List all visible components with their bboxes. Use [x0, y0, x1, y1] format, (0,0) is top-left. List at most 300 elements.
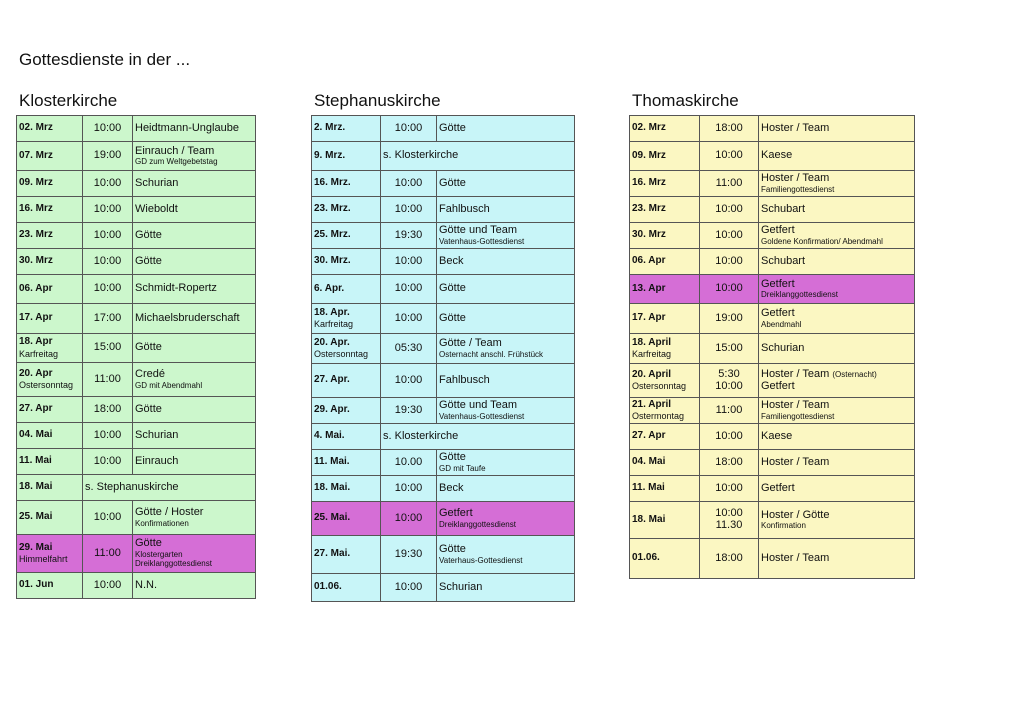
- pastor-name: Götte: [135, 537, 162, 550]
- service-date: 18. Apr: [19, 336, 53, 348]
- date-cell: [312, 574, 381, 602]
- time-cell: [83, 334, 133, 363]
- table-row: [312, 197, 575, 223]
- service-time: 15:00: [93, 341, 122, 354]
- service-time: 17:00: [93, 311, 122, 324]
- day-name: Ostersonntag: [19, 380, 74, 391]
- table-row: [630, 304, 915, 334]
- time-cell: [381, 116, 437, 142]
- service-date: 30. Mrz: [19, 255, 53, 267]
- pastor-name: Schurian: [439, 580, 483, 593]
- service-date: 02. Mrz: [632, 122, 666, 134]
- time-cell: [700, 364, 759, 398]
- time-cell: [83, 249, 133, 275]
- service-date: 4. Mai.: [314, 430, 345, 442]
- pastor-name: Fahlbusch: [439, 373, 490, 386]
- day-name: Ostersonntag: [314, 349, 369, 360]
- pastor-name: Getfert: [761, 481, 795, 494]
- table-row: [312, 536, 575, 574]
- pastor-cell: [133, 397, 256, 423]
- pastor-name: Hoster / Team: [761, 455, 830, 468]
- table-row: [17, 249, 256, 275]
- table-row: [17, 423, 256, 449]
- pastor-cell: [133, 171, 256, 197]
- pastor-cell: [133, 142, 256, 171]
- table-row: [17, 573, 256, 599]
- service-date: 25. Mai: [19, 511, 53, 523]
- pastor-name: Credé: [135, 368, 165, 381]
- time-cell: [700, 197, 759, 223]
- table-row: [312, 171, 575, 197]
- date-cell: [312, 334, 381, 364]
- time-cell: [700, 116, 759, 142]
- pastor-cell: [759, 539, 915, 579]
- time-cell: [700, 424, 759, 450]
- service-date: 06. Apr: [632, 255, 666, 267]
- pastor-name: Heidtmann-Unglaube: [135, 121, 239, 134]
- date-cell: [312, 249, 381, 275]
- service-date: 20. Apr.: [314, 336, 350, 348]
- service-date: 17. Apr: [632, 312, 666, 324]
- pastor-name: Götte: [135, 341, 162, 354]
- service-time: 19:30: [394, 547, 423, 560]
- service-time: 10:00: [93, 121, 122, 134]
- table-row: [630, 502, 915, 539]
- pastor-cell: [759, 171, 915, 197]
- service-time: 10:00: [394, 121, 423, 134]
- pastor-name: Hoster / Team: [761, 551, 830, 564]
- service-time: 10:00: [715, 379, 743, 392]
- table-row: [312, 249, 575, 275]
- time-cell: [83, 142, 133, 171]
- date-cell: [17, 423, 83, 449]
- service-time: 10:00: [715, 481, 743, 494]
- pastor-name: Einrauch: [135, 454, 179, 467]
- pastor-cell: [133, 449, 256, 475]
- pastor-cell: [759, 197, 915, 223]
- table-row: [312, 450, 575, 476]
- service-time: 10.00: [394, 455, 423, 468]
- service-date: 01.06.: [314, 581, 342, 593]
- date-cell: [312, 364, 381, 398]
- service-note: Vatenhaus-Gottesdienst: [439, 236, 525, 246]
- pastor-name: Götte / Team: [439, 337, 502, 350]
- time-cell: [83, 397, 133, 423]
- service-date: 13. Apr: [632, 282, 666, 294]
- table-row: [312, 574, 575, 602]
- table-row: [312, 424, 575, 450]
- service-time: 10:00: [394, 580, 423, 593]
- pastor-name: Getfert: [761, 224, 795, 237]
- date-cell: [312, 171, 381, 197]
- pastor-name: Schmidt-Ropertz: [135, 282, 217, 295]
- klosterkirche-table: [16, 115, 256, 599]
- pastor-cell: [437, 197, 575, 223]
- service-time: 10:00: [394, 481, 423, 494]
- service-time: 10:00: [394, 254, 423, 267]
- service-time: 10:00: [93, 510, 122, 523]
- service-time: 10:00: [715, 254, 743, 267]
- time-cell: [700, 304, 759, 334]
- pastor-name: Götte: [439, 451, 466, 464]
- service-time: 10:00: [93, 578, 122, 591]
- day-name: Himmelfahrt: [19, 554, 68, 565]
- pastor-cell: [759, 249, 915, 275]
- date-cell: [630, 116, 700, 142]
- service-note: Familiengottesdienst: [761, 184, 835, 194]
- service-time: 10:00: [93, 228, 122, 241]
- service-date: 11. Mai: [632, 482, 665, 494]
- date-cell: [312, 275, 381, 304]
- table-row: [630, 364, 915, 398]
- service-date: 11. Mai: [19, 455, 52, 467]
- service-date: 25. Mai.: [314, 512, 351, 524]
- time-cell: [381, 223, 437, 249]
- table-row: [630, 142, 915, 171]
- day-name: Ostersonntag: [632, 381, 687, 392]
- time-cell: [83, 501, 133, 535]
- pastor-cell: [437, 536, 575, 574]
- service-date: 20. April: [632, 368, 672, 380]
- service-time: 11:00: [715, 176, 743, 189]
- pastor-name: Götte: [135, 228, 162, 241]
- time-cell: [381, 275, 437, 304]
- service-date: 18. April: [632, 336, 672, 348]
- day-name: Karfreitag: [632, 349, 672, 360]
- time-cell: [381, 364, 437, 398]
- table-row: [17, 171, 256, 197]
- time-cell: [83, 573, 133, 599]
- service-time: 18:00: [715, 551, 743, 564]
- time-cell: [700, 450, 759, 476]
- service-date: 23. Mrz: [19, 229, 53, 241]
- pastor-name: Getfert: [439, 507, 473, 520]
- service-date: 29. Apr.: [314, 404, 350, 416]
- table-row: [630, 116, 915, 142]
- pastor-cell: [437, 275, 575, 304]
- date-cell: [17, 304, 83, 334]
- time-cell: [381, 450, 437, 476]
- table-row: [630, 476, 915, 502]
- note-span-cell: s. Klosterkirche: [381, 424, 575, 450]
- pastor-cell: [133, 275, 256, 304]
- pastor-cell: [437, 223, 575, 249]
- pastor-name: Hoster / Team: [761, 399, 830, 412]
- service-date: 29. Mai: [19, 541, 53, 553]
- date-cell: [17, 397, 83, 423]
- time-cell: [700, 539, 759, 579]
- table-row: [312, 275, 575, 304]
- date-cell: [312, 223, 381, 249]
- pastor-name: Götte / Hoster: [135, 506, 204, 519]
- pastor-name: Götte: [439, 176, 466, 189]
- note-span-cell: s. Klosterkirche: [381, 142, 575, 171]
- date-cell: [17, 116, 83, 142]
- date-cell: [630, 142, 700, 171]
- service-note: GD mit Abendmahl: [135, 380, 203, 390]
- time-cell: [381, 304, 437, 334]
- pastor-name: Getfert: [761, 307, 795, 320]
- date-cell: [17, 249, 83, 275]
- service-note: Vaterhaus-Gottesdienst: [439, 555, 523, 565]
- time-cell: [381, 536, 437, 574]
- service-time: 15:00: [715, 341, 743, 354]
- pastor-cell: [759, 502, 915, 539]
- table-row: [17, 449, 256, 475]
- service-date: 2. Mrz.: [314, 122, 346, 134]
- service-date: 16. Mrz.: [314, 177, 351, 189]
- pastor-cell: [437, 249, 575, 275]
- pastor-cell: [133, 304, 256, 334]
- table-row: [312, 502, 575, 536]
- service-date: 04. Mai: [632, 456, 666, 468]
- pastor-name: Fahlbusch: [439, 202, 490, 215]
- service-time: 10:00: [715, 429, 743, 442]
- time-cell: [700, 223, 759, 249]
- service-time: 10:00: [394, 202, 423, 215]
- pastor-cell: [759, 116, 915, 142]
- service-note: Vatenhaus-Gottesdienst: [439, 411, 525, 421]
- table-row: [17, 501, 256, 535]
- pastor-name: Götte: [135, 254, 162, 267]
- service-date: 30. Mrz: [632, 229, 666, 241]
- pastor-name: Götte: [439, 311, 466, 324]
- pastor-cell: [759, 304, 915, 334]
- date-cell: [630, 197, 700, 223]
- pastor-name: Wieboldt: [135, 202, 178, 215]
- service-note: GD mit Taufe: [439, 463, 486, 473]
- page-title: Gottesdienste in der ...: [19, 50, 191, 69]
- service-time: 19:00: [93, 149, 122, 162]
- pastor-name: Götte: [439, 543, 466, 556]
- time-cell: [700, 398, 759, 424]
- table-row: [17, 197, 256, 223]
- pastor-cell: [133, 535, 256, 573]
- time-cell: [83, 223, 133, 249]
- service-date: 04. Mai: [19, 429, 53, 441]
- service-date: 20. Apr: [19, 367, 53, 379]
- pastor-name: Hoster / Team: [761, 121, 830, 134]
- service-time: 10:00: [93, 282, 122, 295]
- pastor-cell: [437, 574, 575, 602]
- pastor-cell: [437, 334, 575, 364]
- service-date: 02. Mrz: [19, 122, 53, 134]
- pastor-cell: [759, 398, 915, 424]
- klosterkirche-heading: Klosterkirche: [19, 91, 118, 110]
- table-row: [312, 476, 575, 502]
- service-date: 09. Mrz: [632, 149, 666, 161]
- service-time: 10:00: [394, 373, 423, 386]
- date-cell: [17, 535, 83, 573]
- service-date: 27. Apr: [632, 430, 666, 442]
- pastor-name: Getfert: [761, 379, 795, 392]
- pastor-name: Beck: [439, 481, 464, 494]
- service-date: 01. Jun: [19, 579, 54, 591]
- time-cell: [700, 249, 759, 275]
- time-cell: [381, 197, 437, 223]
- service-note: Abendmahl: [761, 319, 802, 329]
- pastor-name: Kaese: [761, 429, 793, 442]
- pastor-cell: [437, 116, 575, 142]
- pastor-cell: [437, 304, 575, 334]
- date-cell: [17, 171, 83, 197]
- table-row: [17, 334, 256, 363]
- date-cell: [312, 304, 381, 334]
- table-row: [17, 397, 256, 423]
- date-cell: [17, 449, 83, 475]
- service-date: 9. Mrz.: [314, 149, 346, 161]
- table-row: [630, 424, 915, 450]
- pastor-name: Hoster / Team: [761, 172, 830, 185]
- service-date: 27. Apr.: [314, 374, 350, 386]
- service-time: 10:00: [394, 511, 423, 524]
- pastor-cell: [133, 334, 256, 363]
- date-cell: [312, 116, 381, 142]
- time-cell: [83, 304, 133, 334]
- table-row: [312, 334, 575, 364]
- service-time: 10:00: [715, 202, 743, 215]
- pastor-name: Einrauch / Team: [135, 144, 215, 157]
- service-note: Goldene Konfirmation/ Abendmahl: [761, 236, 883, 246]
- table-row: [17, 116, 256, 142]
- note-span-cell: s. Stephanuskirche: [83, 475, 256, 501]
- pastor-name: Götte und Team: [439, 399, 518, 412]
- service-time: 10:00: [394, 176, 423, 189]
- table-row: [630, 171, 915, 197]
- service-date: 07. Mrz: [19, 149, 53, 161]
- service-time: 10:00: [715, 228, 743, 241]
- date-cell: [17, 363, 83, 397]
- pastor-name: N.N.: [135, 578, 157, 591]
- date-cell: [17, 275, 83, 304]
- service-time: 05:30: [394, 341, 423, 354]
- time-cell: [83, 449, 133, 475]
- service-time: 5:30: [718, 367, 740, 380]
- time-cell: [700, 142, 759, 171]
- table-row: [312, 364, 575, 398]
- time-cell: [700, 171, 759, 197]
- pastor-note: (Osternacht): [832, 369, 877, 379]
- service-date: 17. Apr: [19, 312, 53, 324]
- date-cell: [630, 249, 700, 275]
- pastor-cell: [437, 171, 575, 197]
- time-cell: [381, 249, 437, 275]
- service-date: 01.06.: [632, 552, 660, 564]
- pastor-name: Schurian: [135, 176, 179, 189]
- date-cell: [312, 197, 381, 223]
- date-cell: [630, 334, 700, 364]
- time-cell: [381, 334, 437, 364]
- pastor-cell: [759, 476, 915, 502]
- service-date: 21. April: [632, 398, 672, 410]
- date-cell: [630, 450, 700, 476]
- time-cell: [700, 275, 759, 304]
- thomaskirche-table: [629, 115, 915, 579]
- pastor-name: Schubart: [761, 254, 806, 267]
- pastor-cell: [133, 223, 256, 249]
- service-note: Familiengottesdienst: [761, 411, 835, 421]
- date-cell: [630, 539, 700, 579]
- time-cell: [83, 275, 133, 304]
- pastor-cell: [133, 363, 256, 397]
- date-cell: [630, 424, 700, 450]
- pastor-name: Schurian: [135, 428, 179, 441]
- service-time: 10:00: [715, 149, 743, 162]
- table-row: [630, 334, 915, 364]
- date-cell: [312, 424, 381, 450]
- table-row: [630, 539, 915, 579]
- pastor-cell: [759, 334, 915, 364]
- time-cell: [381, 476, 437, 502]
- service-date: 18. Mai: [19, 481, 53, 493]
- pastor-name: Michaelsbruderschaft: [135, 311, 240, 324]
- service-date: 11. Mai.: [314, 456, 350, 468]
- service-date: 23. Mrz.: [314, 203, 351, 215]
- service-time: 11.30: [715, 519, 743, 531]
- pastor-cell: [759, 450, 915, 476]
- service-time: 19:00: [715, 311, 743, 324]
- pastor-name: Hoster / Götte: [761, 508, 830, 521]
- pastor-cell: [759, 223, 915, 249]
- pastor-cell: [759, 424, 915, 450]
- date-cell: [630, 171, 700, 197]
- service-time: 10:00: [715, 282, 743, 295]
- service-date: 27. Mai.: [314, 548, 351, 560]
- pastor-cell: [133, 501, 256, 535]
- service-note: Klostergarten: [135, 549, 183, 559]
- pastor-cell: [759, 142, 915, 171]
- service-time: 19:30: [394, 228, 423, 241]
- date-cell: [17, 197, 83, 223]
- date-cell: [312, 502, 381, 536]
- stephanuskirche-heading: Stephanuskirche: [314, 91, 441, 110]
- service-time: 10:00: [93, 202, 122, 215]
- table-row: [17, 275, 256, 304]
- table-row: [630, 398, 915, 424]
- date-cell: [312, 450, 381, 476]
- day-name: Karfreitag: [19, 348, 59, 359]
- service-date: 09. Mrz: [19, 177, 53, 189]
- table-row: [312, 223, 575, 249]
- thomaskirche-heading: Thomaskirche: [632, 91, 739, 110]
- pastor-name: Götte: [439, 282, 466, 295]
- time-cell: [381, 398, 437, 424]
- service-date: 06. Apr: [19, 282, 53, 294]
- service-time: 19:30: [394, 403, 423, 416]
- pastor-cell: [759, 275, 915, 304]
- table-row: [312, 116, 575, 142]
- pastor-name: Schubart: [761, 202, 806, 215]
- date-cell: [630, 502, 700, 539]
- table-row: [17, 535, 256, 573]
- service-date: 23. Mrz: [632, 203, 666, 215]
- pastor-name: Beck: [439, 254, 464, 267]
- service-note: Osternacht anschl. Frühstück: [439, 349, 544, 359]
- date-cell: [312, 398, 381, 424]
- service-date: 16. Mrz: [632, 177, 666, 189]
- table-row: [630, 275, 915, 304]
- time-cell: [700, 502, 759, 539]
- table-row: [630, 197, 915, 223]
- service-time: 18:00: [93, 402, 122, 415]
- table-row: [312, 304, 575, 334]
- date-cell: [630, 364, 700, 398]
- table-row: [17, 363, 256, 397]
- day-name: Ostermontag: [632, 411, 685, 422]
- pastor-name: Getfert: [761, 277, 795, 290]
- pastor-cell: [437, 398, 575, 424]
- table-row: [630, 249, 915, 275]
